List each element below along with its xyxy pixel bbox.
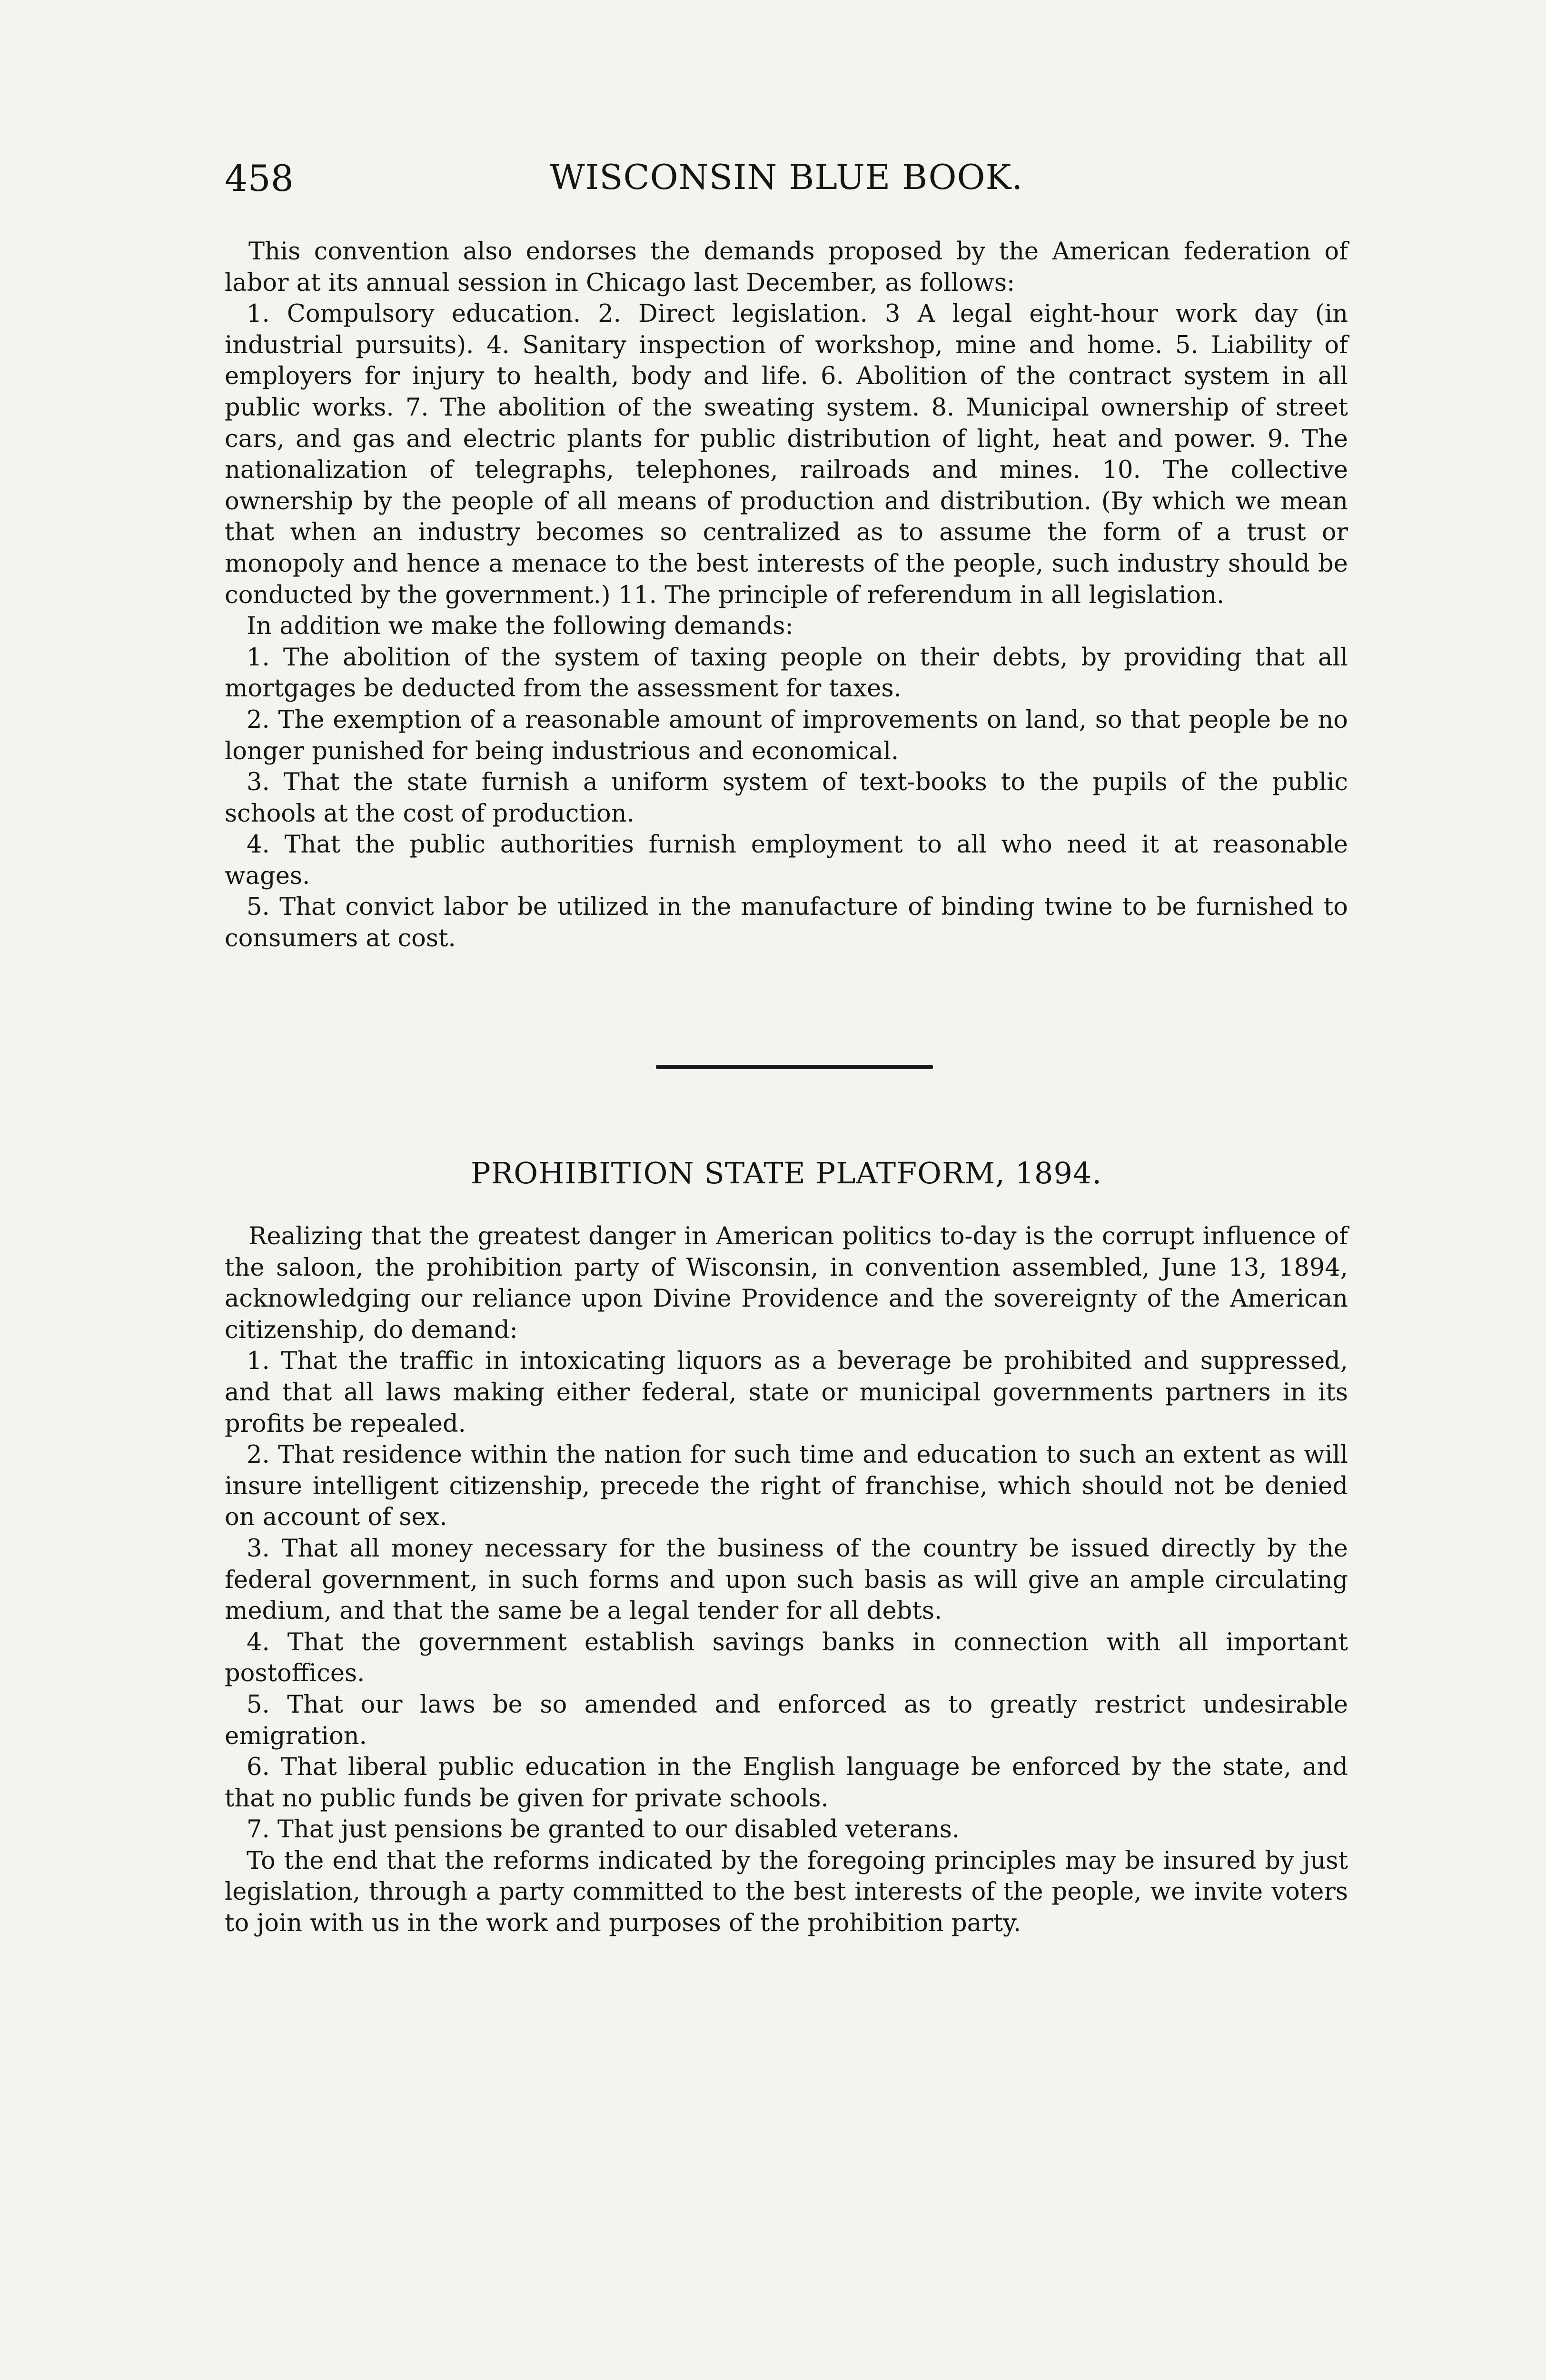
paragraph: In addition we make the following demands: (247, 612, 793, 641)
list-item: 2. The exemption of a reasonable amount of improvements on land, so that people be no longer punished for being industrious and economical. (225, 705, 1348, 765)
list-item: 1. The abolition of the system of taxing people on their debts, by providing that all mortgages be deducted from the assessment for taxes. (225, 643, 1348, 703)
running-title: WISCONSIN BLUE BOOK. (549, 157, 1023, 197)
page-header (225, 157, 1348, 214)
list-item: 3. That the state furnish a uniform system of text-books to the pupils of the public schools at the cost of production. (225, 768, 1348, 828)
list-item: 1. That the traffic in intoxicating liquors as a beverage be prohibited and suppressed, and that all laws making either federal, state or municipal governments partners in its profits be repealed. (225, 1347, 1348, 1438)
section-divider (656, 1065, 933, 1069)
list-item: 3. That all money necessary for the business of the country be issued directly by the federal government, in such forms and upon such basis as will give an ample circulating medium, and that the same be a legal tender for all debts. (225, 1534, 1348, 1626)
paragraph: 1. Compulsory education. 2. Direct legislation. 3 A legal eight-hour work day (in industrial pursuits). 4. Sanitary inspection of workshop, mine and home. 5. Liability of employers for injury to health, body and life. 6. Abolition of the contract system in all public works. 7. The abolition of the sweating system. 8. Municipal ownership of street cars, and gas and electric plants for public distribution of light, heat and power. 9. The nationalization of telegraphs, telephones, railroads and mines. 10. The collective ownership by the people of all means of production and distribution. (By which we mean that when an industry becomes so centralized as to assume the form of a trust or monopoly and hence a menace to the best interests of the people, such industry should be conducted by the government.) 11. The principle of referendum in all legislation. (225, 300, 1348, 609)
section-heading: PROHIBITION STATE PLATFORM, 1894. (470, 1156, 1102, 1190)
paragraph: To the end that the reforms indicated by the foregoing principles may be insured by just legislation, through a party committed to the best interests of the people, we invite voters to join with us in the work and purposes of the prohibition party. (225, 1846, 1348, 1938)
labor-demands-section (225, 236, 1348, 954)
list-item: 6. That liberal public education in the English language be enforced by the state, and that no public funds be given for private schools. (225, 1753, 1348, 1813)
prohibition-platform-section (225, 1221, 1348, 1939)
paragraph: Realizing that the greatest danger in American politics to-day is the corrupt influence of the saloon, the prohibition party of Wisconsin, in convention assembled, June 13, 1894, acknowledging our reliance upon Divine Providence and the sovereignty of the American citizenship, do demand: (225, 1222, 1348, 1344)
list-item: 2. That residence within the nation for such time and education to such an extent as will insure intelligent citizenship, precede the right of franchise, which should not be denied on account of sex. (225, 1441, 1348, 1532)
list-item: 5. That our laws be so amended and enforced as to greatly restrict undesirable emigration. (225, 1690, 1348, 1750)
list-item: 7. That just pensions be granted to our disabled veterans. (247, 1815, 960, 1844)
list-item: 5. That convict labor be utilized in the manufacture of binding twine to be furnished to consumers at cost. (225, 893, 1348, 953)
paragraph: This convention also endorses the demands proposed by the American federation of labor at its annual session in Chicago last December, as follows: (225, 238, 1348, 297)
list-item: 4. That the public authorities furnish employment to all who need it at reasonable wages. (225, 831, 1348, 890)
list-item: 4. That the government establish savings banks in connection with all important postoffices. (225, 1628, 1348, 1688)
page-number: 458 (225, 157, 294, 199)
